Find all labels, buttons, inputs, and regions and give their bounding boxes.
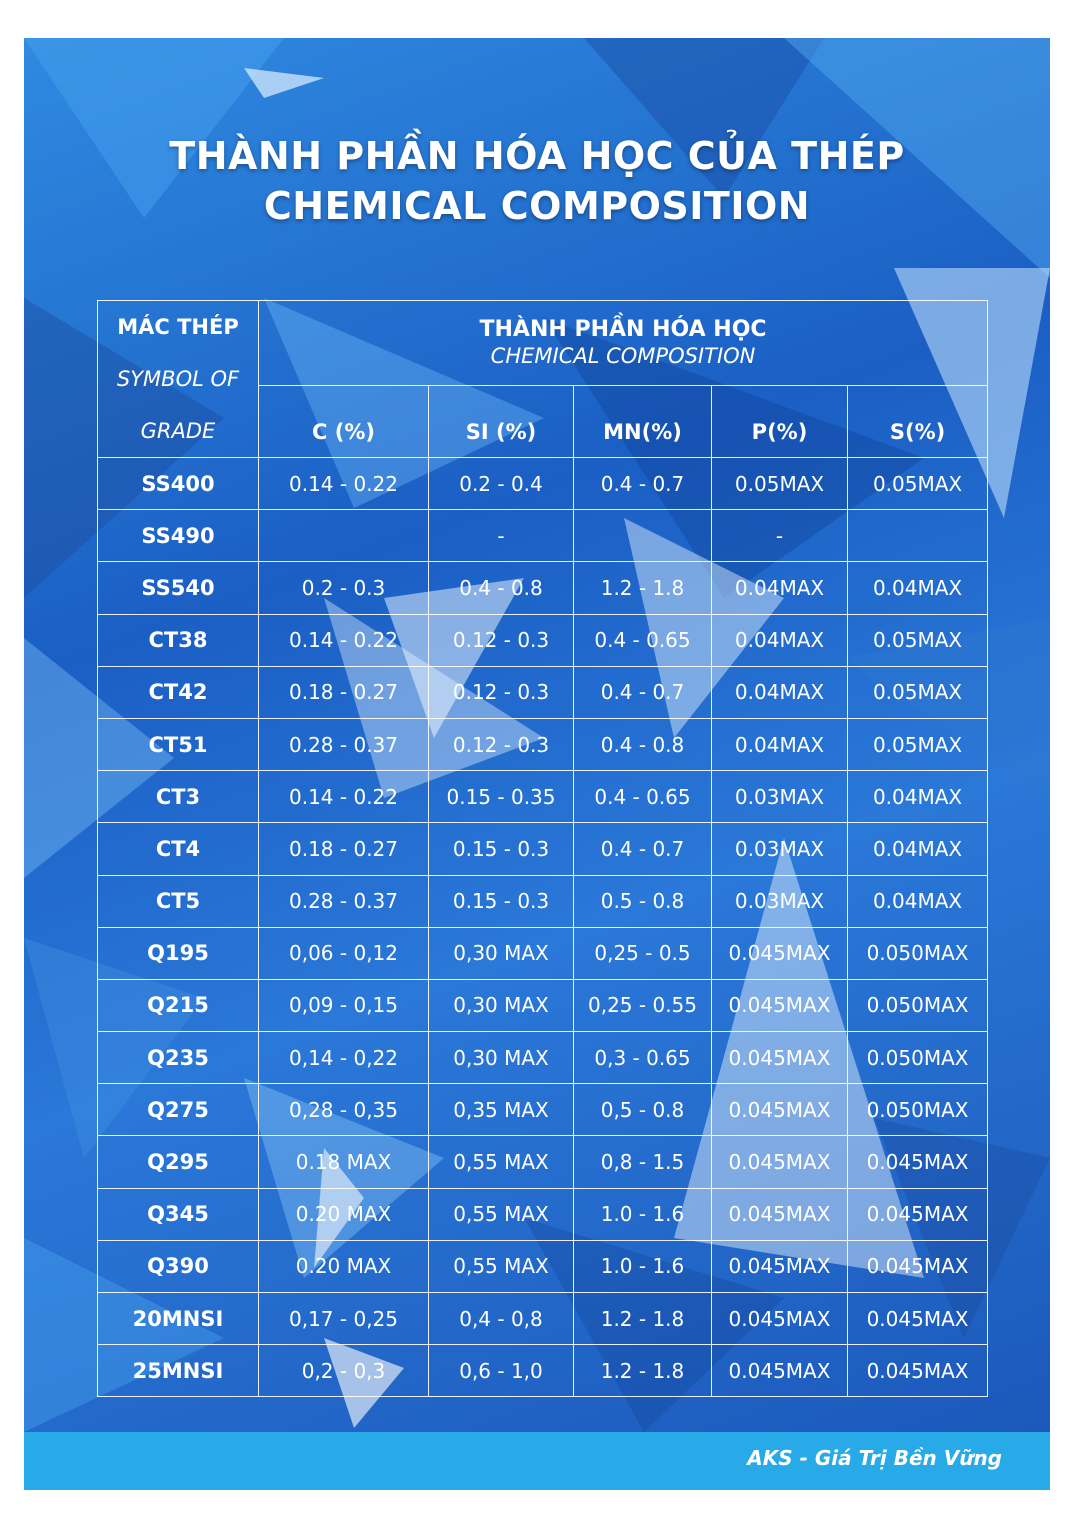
chemical-composition-table — [97, 300, 988, 1397]
value-cell: 0.04MAX — [712, 718, 848, 770]
value-cell: 0.045MAX — [848, 1293, 988, 1345]
value-cell: 0.14 - 0.22 — [259, 458, 429, 510]
grade-cell: CT4 — [98, 823, 259, 875]
value-cell: 0.18 - 0.27 — [259, 666, 429, 718]
value-cell: 0.04MAX — [848, 875, 988, 927]
value-cell: 0.04MAX — [712, 666, 848, 718]
value-cell: 0,55 MAX — [429, 1240, 574, 1292]
value-cell: 0.03MAX — [712, 875, 848, 927]
value-cell: 0.045MAX — [848, 1136, 988, 1188]
value-cell: 0.12 - 0.3 — [429, 718, 574, 770]
grade-header-en-1: SYMBOL OF — [116, 367, 240, 391]
value-cell: 0.045MAX — [712, 1345, 848, 1397]
value-cell: 0.045MAX — [712, 1136, 848, 1188]
value-cell: 0.4 - 0.7 — [574, 458, 712, 510]
value-cell: 0,09 - 0,15 — [259, 979, 429, 1031]
table-row — [98, 1345, 988, 1397]
value-cell: 0,30 MAX — [429, 927, 574, 979]
table-row — [98, 1032, 988, 1084]
value-cell: 0.15 - 0.3 — [429, 823, 574, 875]
grade-cell: CT3 — [98, 771, 259, 823]
value-cell: 0.4 - 0.65 — [574, 771, 712, 823]
table-row — [98, 614, 988, 666]
table-row — [98, 1240, 988, 1292]
value-cell: 0.045MAX — [848, 1188, 988, 1240]
value-cell: 0,3 - 0.65 — [574, 1032, 712, 1084]
table-row — [98, 562, 988, 614]
value-cell: 0.050MAX — [848, 1032, 988, 1084]
grade-cell: 20MNSI — [98, 1293, 259, 1345]
value-cell: 0.5 - 0.8 — [574, 875, 712, 927]
value-cell: 0,25 - 0.5 — [574, 927, 712, 979]
value-cell: 0,14 - 0,22 — [259, 1032, 429, 1084]
value-cell: 0.045MAX — [712, 1188, 848, 1240]
value-cell: 0.20 MAX — [259, 1240, 429, 1292]
value-cell: 0.05MAX — [848, 458, 988, 510]
poster-background — [24, 38, 1050, 1490]
header-spacer — [429, 385, 574, 407]
value-cell: 0,5 - 0.8 — [574, 1084, 712, 1136]
value-cell: 0.28 - 0.37 — [259, 875, 429, 927]
value-cell: 0.045MAX — [712, 1032, 848, 1084]
value-cell: 0,4 - 0,8 — [429, 1293, 574, 1345]
column-header-s: S(%) — [848, 407, 988, 457]
value-cell: 0.4 - 0.65 — [574, 614, 712, 666]
table-row — [98, 927, 988, 979]
table-row — [98, 979, 988, 1031]
value-cell: 0.045MAX — [712, 1084, 848, 1136]
grade-cell: 25MNSI — [98, 1345, 259, 1397]
grade-header-en-2: GRADE — [140, 419, 216, 443]
composition-header-en: CHEMICAL COMPOSITION — [490, 344, 756, 369]
value-cell: 0,30 MAX — [429, 1032, 574, 1084]
value-cell: 0.045MAX — [712, 979, 848, 1031]
grade-cell: CT38 — [98, 614, 259, 666]
grade-cell: Q390 — [98, 1240, 259, 1292]
value-cell — [259, 510, 429, 562]
value-cell: 0.12 - 0.3 — [429, 614, 574, 666]
value-cell: 0.28 - 0.37 — [259, 718, 429, 770]
value-cell: 0.050MAX — [848, 1084, 988, 1136]
value-cell: 0.045MAX — [712, 927, 848, 979]
value-cell: 0.04MAX — [848, 771, 988, 823]
value-cell: 0,6 - 1,0 — [429, 1345, 574, 1397]
value-cell: 0.4 - 0.8 — [574, 718, 712, 770]
footer-band — [24, 1432, 1050, 1490]
composition-header-cell — [259, 301, 988, 386]
value-cell: 0.045MAX — [848, 1345, 988, 1397]
value-cell: 0.04MAX — [712, 614, 848, 666]
value-cell: 0.2 - 0.4 — [429, 458, 574, 510]
value-cell: 0,30 MAX — [429, 979, 574, 1031]
column-header-si: SI (%) — [429, 407, 574, 457]
title-vietnamese: THÀNH PHẦN HÓA HỌC CỦA THÉP — [169, 134, 905, 178]
header-spacer — [848, 385, 988, 407]
value-cell: 1.2 - 1.8 — [574, 1293, 712, 1345]
header-spacer — [574, 385, 712, 407]
value-cell: 1.0 - 1.6 — [574, 1188, 712, 1240]
value-cell: - — [712, 510, 848, 562]
composition-header-vi: THÀNH PHẦN HÓA HỌC — [479, 317, 767, 343]
value-cell: 1.2 - 1.8 — [574, 562, 712, 614]
value-cell: 0.15 - 0.35 — [429, 771, 574, 823]
grade-cell: CT5 — [98, 875, 259, 927]
value-cell: 0.04MAX — [712, 562, 848, 614]
value-cell — [848, 510, 988, 562]
grade-cell: Q235 — [98, 1032, 259, 1084]
grade-header-vi: MÁC THÉP — [117, 315, 239, 339]
value-cell: 0.05MAX — [848, 718, 988, 770]
grade-cell: Q215 — [98, 979, 259, 1031]
column-header-mn: MN(%) — [574, 407, 712, 457]
grade-cell: CT51 — [98, 718, 259, 770]
grade-cell: Q275 — [98, 1084, 259, 1136]
value-cell: 0.12 - 0.3 — [429, 666, 574, 718]
value-cell: 0.045MAX — [848, 1240, 988, 1292]
value-cell: 0.20 MAX — [259, 1188, 429, 1240]
value-cell: 0.05MAX — [712, 458, 848, 510]
table-row — [98, 1293, 988, 1345]
value-cell: 0.04MAX — [848, 562, 988, 614]
table-row — [98, 458, 988, 510]
table-row — [98, 875, 988, 927]
value-cell: 0,55 MAX — [429, 1136, 574, 1188]
table-row — [98, 666, 988, 718]
value-cell: 0,8 - 1.5 — [574, 1136, 712, 1188]
value-cell: 0.15 - 0.3 — [429, 875, 574, 927]
value-cell: 0,55 MAX — [429, 1188, 574, 1240]
value-cell — [574, 510, 712, 562]
value-cell: 0.14 - 0.22 — [259, 614, 429, 666]
grade-cell: SS400 — [98, 458, 259, 510]
grade-cell: Q195 — [98, 927, 259, 979]
grade-cell: CT42 — [98, 666, 259, 718]
table-row — [98, 1136, 988, 1188]
grade-cell: SS540 — [98, 562, 259, 614]
header-spacer — [259, 385, 429, 407]
value-cell: 0.4 - 0.7 — [574, 666, 712, 718]
value-cell: 0.4 - 0.7 — [574, 823, 712, 875]
table-row — [98, 1084, 988, 1136]
footer-slogan: AKS - Giá Trị Bền Vững — [747, 1446, 1002, 1470]
value-cell: 0.05MAX — [848, 666, 988, 718]
grade-cell: Q345 — [98, 1188, 259, 1240]
value-cell: 0.03MAX — [712, 771, 848, 823]
value-cell: 0.4 - 0.8 — [429, 562, 574, 614]
title-english: CHEMICAL COMPOSITION — [263, 184, 811, 228]
grade-header-cell — [98, 301, 259, 458]
value-cell: 0.2 - 0.3 — [259, 562, 429, 614]
value-cell: 0.050MAX — [848, 927, 988, 979]
value-cell: 0.14 - 0.22 — [259, 771, 429, 823]
column-header-c: C (%) — [259, 407, 429, 457]
table-row — [98, 1188, 988, 1240]
header-spacer — [712, 385, 848, 407]
value-cell: 0,35 MAX — [429, 1084, 574, 1136]
value-cell: 0.045MAX — [712, 1293, 848, 1345]
value-cell: 0,17 - 0,25 — [259, 1293, 429, 1345]
table-row — [98, 823, 988, 875]
column-header-p: P(%) — [712, 407, 848, 457]
value-cell: 0,25 - 0.55 — [574, 979, 712, 1031]
value-cell: 1.2 - 1.8 — [574, 1345, 712, 1397]
table-row — [98, 718, 988, 770]
table-row — [98, 510, 988, 562]
value-cell: 0.050MAX — [848, 979, 988, 1031]
grade-cell: Q295 — [98, 1136, 259, 1188]
value-cell: 1.0 - 1.6 — [574, 1240, 712, 1292]
value-cell: 0,28 - 0,35 — [259, 1084, 429, 1136]
value-cell: 0.18 - 0.27 — [259, 823, 429, 875]
grade-cell: SS490 — [98, 510, 259, 562]
value-cell: 0.18 MAX — [259, 1136, 429, 1188]
value-cell: 0,2 - 0,3 — [259, 1345, 429, 1397]
value-cell: - — [429, 510, 574, 562]
table-row — [98, 771, 988, 823]
value-cell: 0.05MAX — [848, 614, 988, 666]
value-cell: 0,06 - 0,12 — [259, 927, 429, 979]
value-cell: 0.04MAX — [848, 823, 988, 875]
value-cell: 0.03MAX — [712, 823, 848, 875]
value-cell: 0.045MAX — [712, 1240, 848, 1292]
